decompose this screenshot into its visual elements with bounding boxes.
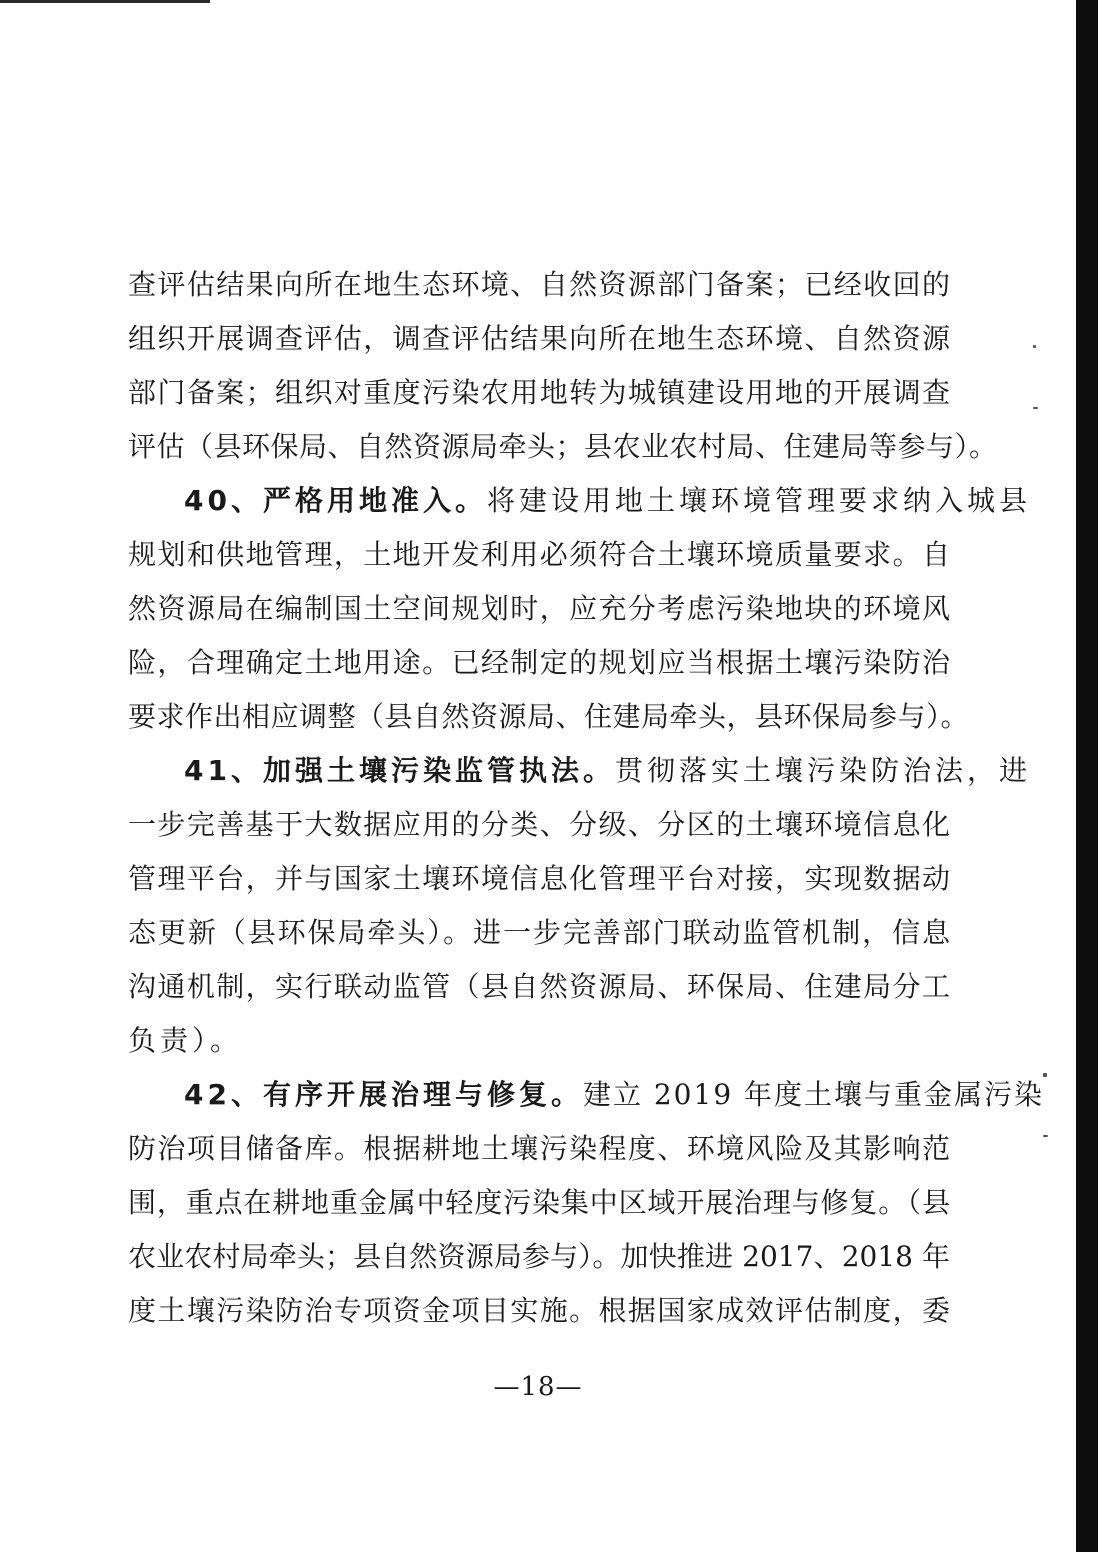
section-41-text: 贯彻落实土壤污染防治法，进 (614, 754, 1031, 787)
section-41-first-line (128, 744, 1031, 798)
section-42-first-line (128, 1068, 1045, 1122)
body-line: 态更新（县环保局牵头）。进一步完善部门联动监管机制，信息 (128, 916, 950, 949)
body-line: 沟通机制，实行联动监管（县自然资源局、环保局、住建局分工 (128, 970, 950, 1003)
section-42-text: 建立 2019 年度土壤与重金属污染 (582, 1078, 1045, 1111)
scan-edge-top (0, 0, 210, 3)
scan-speck (1043, 1135, 1048, 1137)
body-line: 部门备案；组织对重度污染农用地转为城镇建设用地的开展调查 (128, 376, 950, 409)
section-41-heading: 41、加强土壤污染监管执法。 (184, 754, 615, 787)
body-line: 评估（县环保局、自然资源局牵头；县农业农村局、住建局等参与）。 (128, 430, 998, 463)
body-line: 规划和供地管理，土地开发利用必须符合土壤环境质量要求。自 (128, 538, 950, 571)
section-40-first-line (128, 474, 1031, 528)
scan-speck (1043, 1073, 1047, 1077)
section-40-heading: 40、严格用地准入。 (184, 484, 487, 517)
body-line: 负责）。 (128, 1024, 243, 1057)
body-line: 然资源局在编制国土空间规划时，应充分考虑污染地块的环境风 (128, 592, 950, 625)
scan-speck (1033, 407, 1038, 409)
body-line: 围，重点在耕地重金属中轻度污染集中区域开展治理与修复。（县 (128, 1186, 950, 1219)
body-line: 防治项目储备库。根据耕地土壤污染程度、环境风险及其影响范 (128, 1132, 950, 1165)
scan-edge-right (1076, 0, 1098, 1552)
body-line: 一步完善基于大数据应用的分类、分级、分区的土壤环境信息化 (128, 808, 950, 841)
section-40-text: 将建设用地土壤环境管理要求纳入城县 (486, 484, 1031, 517)
section-42-heading: 42、有序开展治理与修复。 (184, 1078, 583, 1111)
body-line: 组织开展调查评估，调查评估结果向所在地生态环境、自然资源 (128, 322, 950, 355)
body-line: 管理平台，并与国家土壤环境信息化管理平台对接，实现数据动 (128, 862, 950, 895)
page-number: —18— (493, 1372, 583, 1402)
body-line: 度土壤污染防治专项资金项目实施。根据国家成效评估制度，委 (128, 1294, 950, 1327)
document-body (128, 258, 1045, 1338)
body-line: 农业农村局牵头；县自然资源局参与）。加快推进 2017、2018 年 (128, 1240, 950, 1273)
scan-speck (1033, 345, 1036, 348)
body-line: 查评估结果向所在地生态环境、自然资源部门备案；已经收回的 (128, 268, 950, 301)
body-line: 险，合理确定土地用途。已经制定的规划应当根据土壤污染防治 (128, 646, 950, 679)
body-line: 要求作出相应调整（县自然资源局、住建局牵头，县环保局参与）。 (128, 700, 970, 733)
